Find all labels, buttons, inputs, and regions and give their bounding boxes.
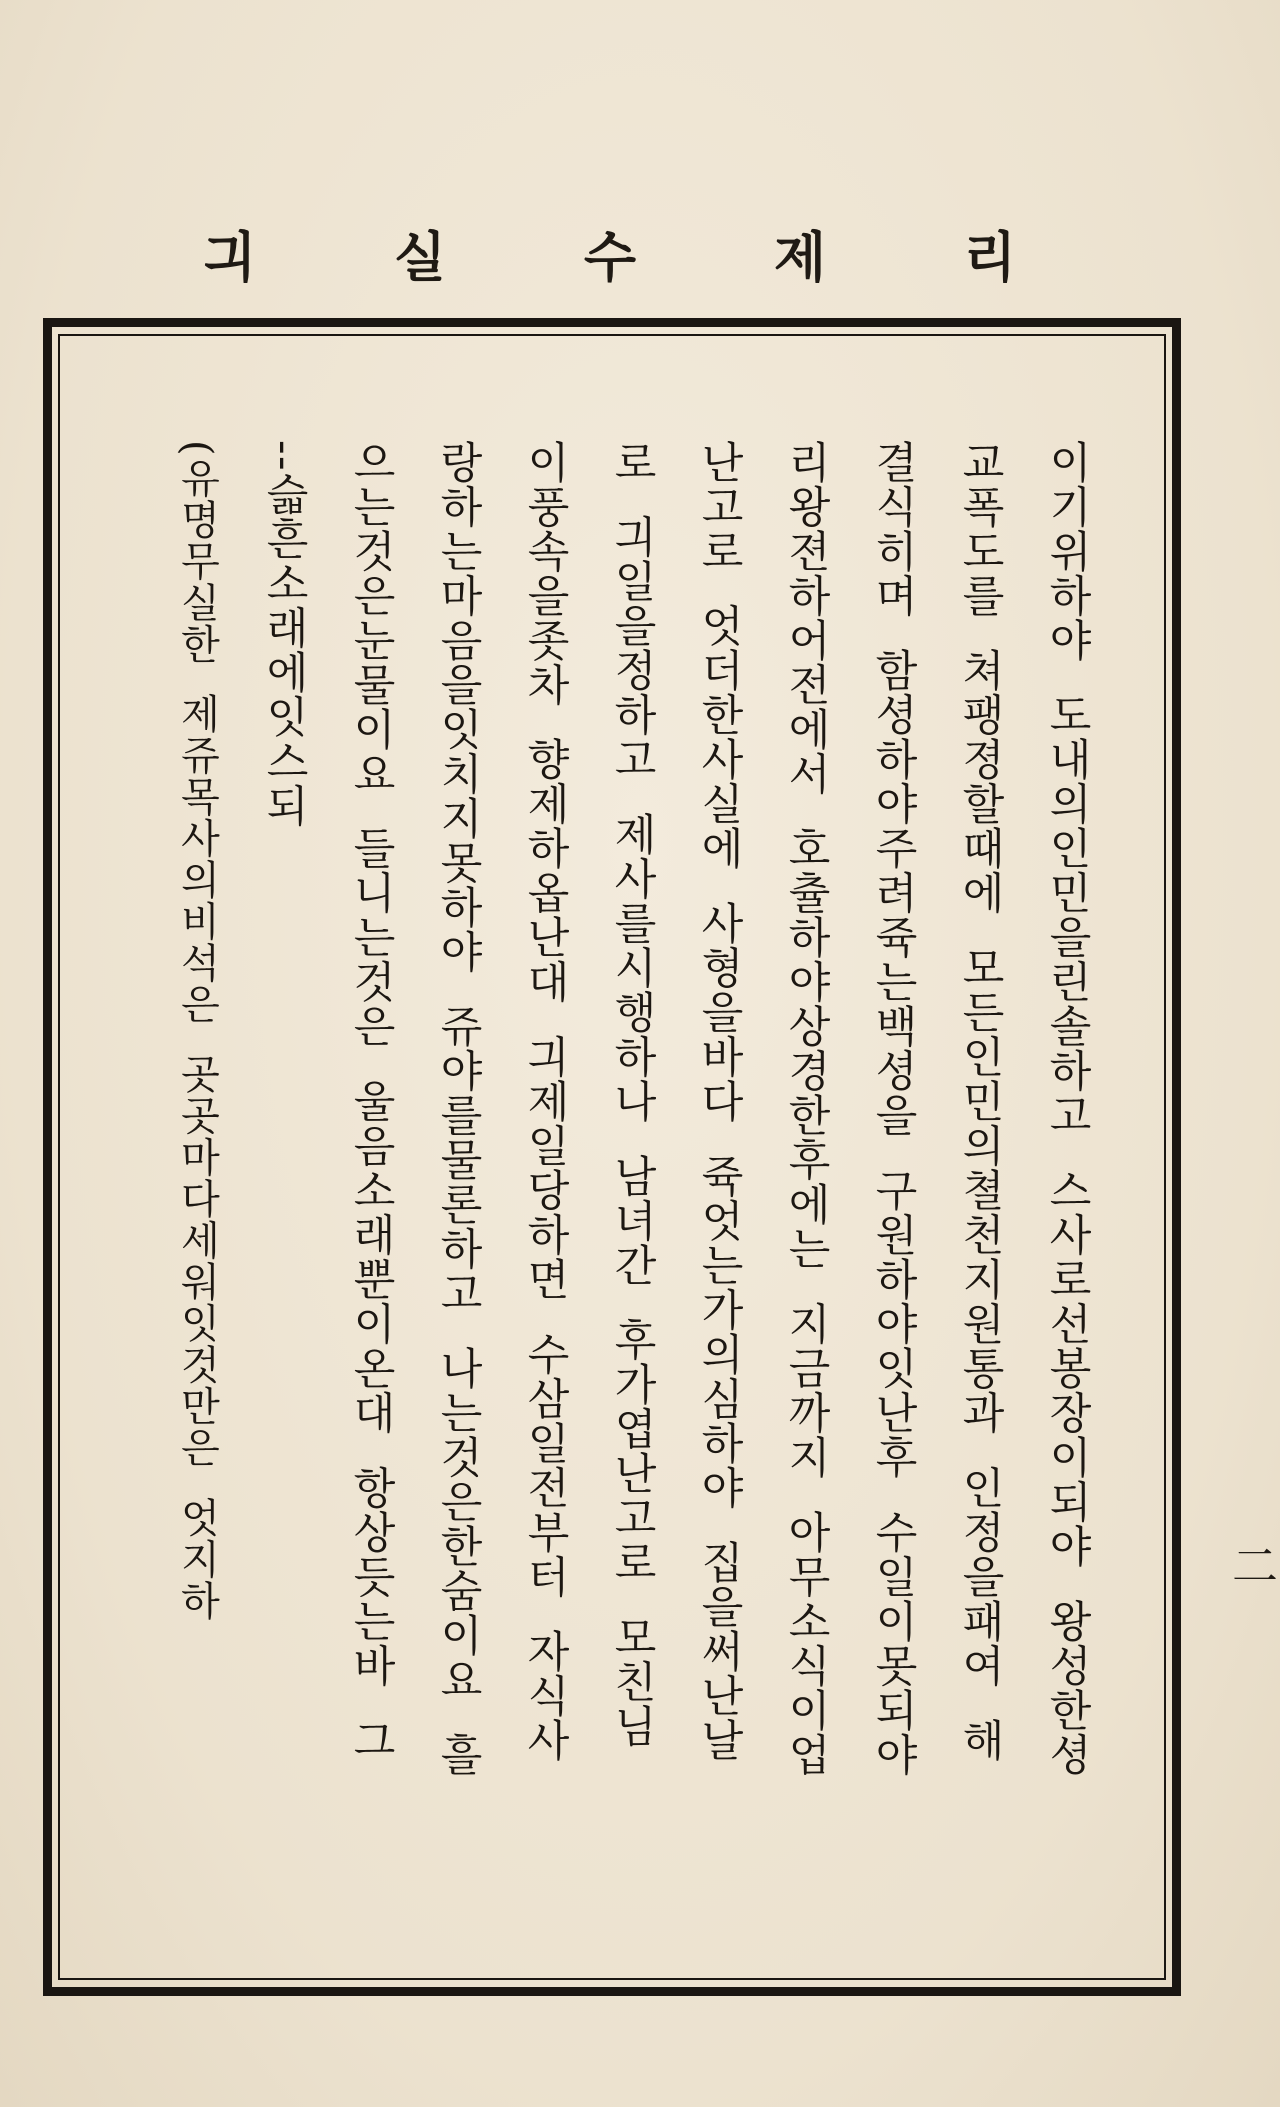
page-number: 二 bbox=[1232, 1539, 1278, 1593]
text-column: (유명무실한 제쥬목사의비석은 곳곳마다세워잇것만은 엇지하 bbox=[174, 440, 220, 1622]
text-column: 으는것은눈물이요 들니는것은 울음소래뿐이온대 항상듯는바 그 bbox=[346, 440, 396, 1763]
text-column: 이풍속을좃차 향제하옵난대 긔제일당하면 수삼일전부터 자식사 bbox=[520, 440, 570, 1763]
text-column: 로 긔일을정하고 제사를시행하나 남녀간 후가엽난고로 모친님 bbox=[607, 440, 657, 1749]
text-column: 결식히며 함셩하야주려쥭는백셩을 구원하야잇난후 수일이못되야 bbox=[868, 440, 918, 1778]
text-column: 교폭도를 쳐팽졍할때에 모든인민의쳘천지원통과 인정을패여 해 bbox=[955, 440, 1005, 1763]
running-title bbox=[200, 215, 1020, 292]
text-column: 리왕젼하어전에서 호츌하야상경한후에는 지금까지 아무소식이업 bbox=[781, 440, 831, 1778]
text-column: 이기위하야 도내의인민을린솔하고 스사로선봉장이되야 왕성한셩 bbox=[1042, 440, 1092, 1778]
body-text bbox=[140, 440, 1100, 1960]
running-title-char: 리 bbox=[963, 225, 1017, 289]
text-column: 랑하는마음을잇치지못하야 쥬야를물론하고 나는것은한숨이요 흘 bbox=[433, 440, 483, 1778]
running-title-char: 제 bbox=[773, 225, 827, 289]
running-title-char: 실 bbox=[393, 225, 447, 289]
running-title-char: 긔 bbox=[203, 225, 257, 289]
running-title-char: 수 bbox=[583, 225, 637, 289]
text-column: 난고로 엇더한사실에 사형을바다 쥭엇는가의심하야 집을써난날 bbox=[694, 440, 744, 1763]
text-column: --슯흔소래에잇스되 bbox=[259, 440, 309, 829]
